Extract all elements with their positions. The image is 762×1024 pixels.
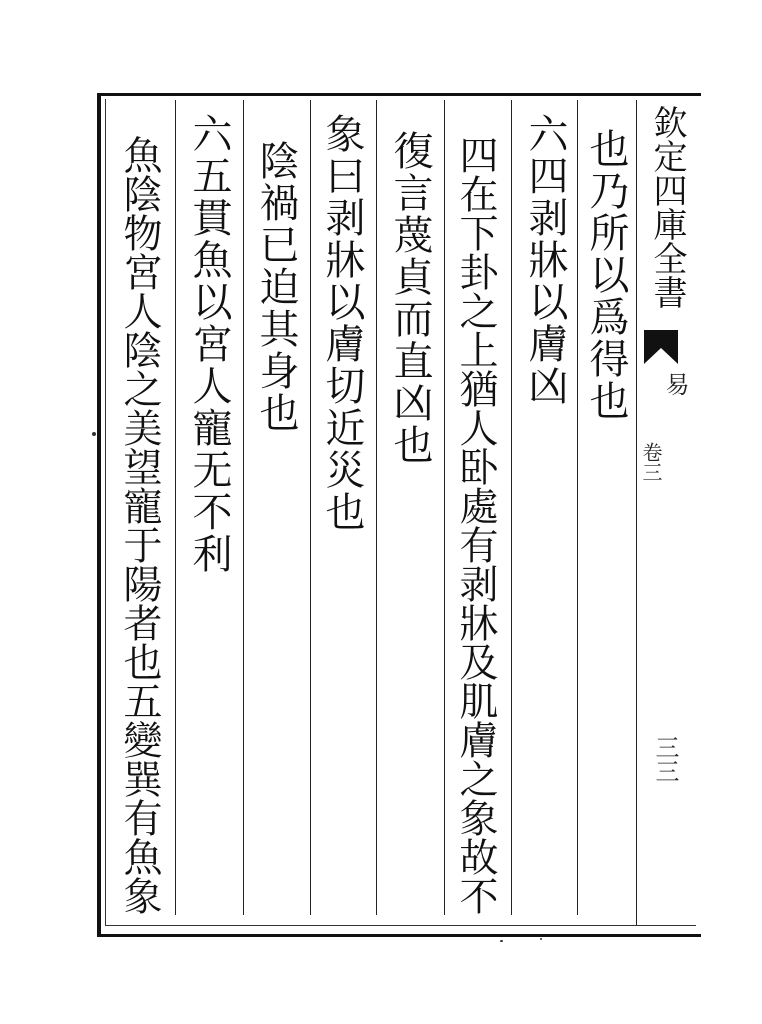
section-mark: 易 xyxy=(661,372,689,396)
chapter-label: 卷三 xyxy=(639,442,663,482)
ink-speck xyxy=(540,938,542,940)
page-number: 三三 xyxy=(651,735,679,783)
column-rule xyxy=(376,100,377,915)
text-column-8: 魚陰物宮人陰之美望寵于陽者也五變巽有魚象 xyxy=(117,135,162,915)
text-column-7: 六五貫魚以宮人寵无不利 xyxy=(186,113,232,575)
text-column-4: 復言蔑貞而直凶也 xyxy=(387,130,433,466)
column-rule xyxy=(577,100,578,915)
column-rule xyxy=(444,100,445,915)
fishtail-mark xyxy=(644,330,678,364)
book-title: 欽定四庫全書 xyxy=(647,105,687,309)
column-rule xyxy=(310,100,311,915)
text-column-2: 六四剥牀以膚凶 xyxy=(522,113,568,407)
ink-speck xyxy=(92,432,96,436)
text-column-3: 四在下卦之上猶人卧處有剥牀及肌膚之象故不 xyxy=(453,135,498,915)
text-column-5: 象曰剥牀以膚切近災也 xyxy=(319,113,365,533)
column-rule xyxy=(511,100,512,915)
ink-speck xyxy=(500,940,503,942)
column-rule xyxy=(175,100,176,915)
text-column-6: 陰禍已迫其身也 xyxy=(253,140,299,434)
text-column-1: 也乃所以爲得也 xyxy=(583,128,629,422)
banxin-rule xyxy=(636,100,637,925)
column-rule xyxy=(243,100,244,915)
